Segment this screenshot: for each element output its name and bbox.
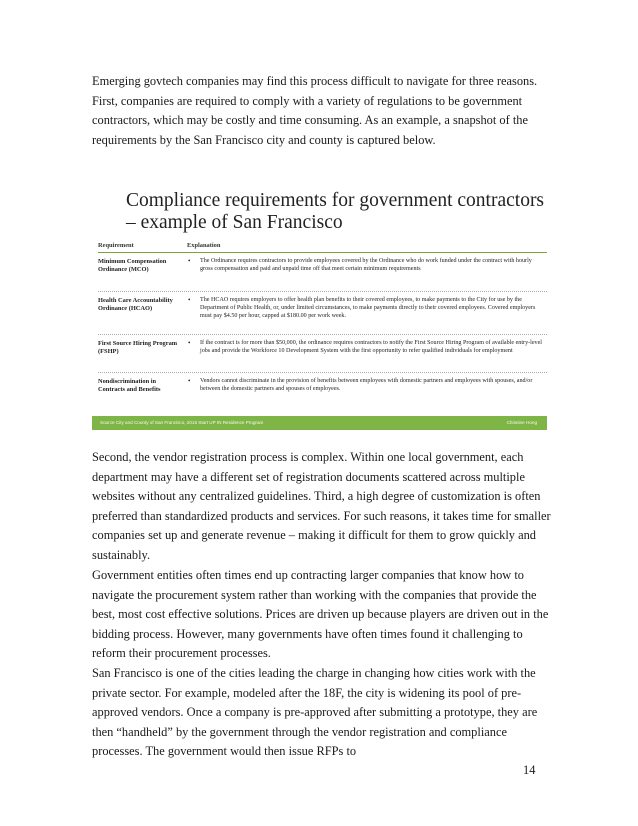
requirement-name: Minimum Compensation Ordinance (MCO) bbox=[98, 258, 167, 273]
bullet-icon: • bbox=[188, 257, 191, 265]
requirement-name: Health Care Accountability Ordinance (HCAO) bbox=[98, 297, 173, 312]
requirement-explanation: The Ordinance requires contractors to provide employees covered by the Ordinance who do work funded under the contract with hourly gross compensation and paid and unpaid time off that meet certain minimum requirements bbox=[200, 258, 532, 272]
column-header-explanation: Explanation bbox=[187, 242, 221, 249]
requirement-explanation: Vendors cannot discriminate in the provision of benefits between employees with domestic partners and employees with spouses, and/or between the domestic partners and spouses of employees. bbox=[200, 378, 533, 392]
bullet-icon: • bbox=[188, 296, 191, 304]
slide-title: Compliance requirements for government contractors – example of San Francisco bbox=[126, 190, 545, 233]
row-divider bbox=[98, 372, 547, 373]
requirement-name: Nondiscrimination in Contracts and Benefits bbox=[98, 378, 161, 393]
paragraph-san-francisco: San Francisco is one of the cities leading the charge in changing how cities work with the private sector. For example, modeled after the 18F, the city is widening its pool of pre-approved vendors. Once a company is pre-approved after submitting a prototype, they are then “handheld” by the government through the vendor registration and compliance processes. The government would then issue RFPs to bbox=[92, 666, 538, 758]
intro-paragraph: Emerging govtech companies may find this process difficult to navigate for three reasons. First, companies are required to comply with a variety of regulations to be government contractors, which may be costly and time consuming. As an example, a snapshot of the requirements by the San Francisco city and county is captured below. bbox=[92, 74, 538, 147]
row-divider bbox=[98, 291, 547, 292]
requirement-name: First Source Hiring Program (FSHP) bbox=[98, 340, 178, 355]
footer-author: Christine Hong bbox=[506, 420, 537, 425]
header-divider bbox=[98, 252, 547, 253]
page-number: 14 bbox=[523, 763, 536, 777]
bullet-icon: • bbox=[188, 377, 191, 385]
bullet-icon: • bbox=[188, 339, 191, 347]
paragraph-procurement: Government entities often times end up contracting larger companies that know how to navigate the procurement system rather than working with the companies that provide the best, most cost effective solutions. Prices are driven up because players are driven out in the bidding process. However, many governments have often times found it challenging to reform their procurement processes. bbox=[92, 568, 549, 660]
requirement-explanation: The HCAO requires employers to offer health plan benefits to their covered employees, to make payments to the City for use by the Department of Public Health, or, under limited circumstances, to make payments directly to their covered employees. Covered employers must pay $4.50 per hour, capped at $180.00 per work week. bbox=[200, 297, 536, 319]
column-header-requirement: Requirement bbox=[98, 242, 134, 249]
requirement-explanation: If the contract is for more than $50,000, the ordinance requires contractors to notify the First Source Hiring Program of available entry-level jobs and provide the Workforce 10 Development System with the first opportunity to refer qualified individuals for employment bbox=[200, 340, 542, 354]
row-divider bbox=[98, 334, 547, 335]
slide-footer bbox=[92, 416, 547, 430]
compliance-slide bbox=[92, 184, 547, 432]
footer-source: Source City and County of San Francisco, 2016 Start UP IN Residence Program bbox=[100, 420, 264, 425]
paragraph-registration: Second, the vendor registration process is complex. Within one local government, each department may have a different set of registration documents scattered across multiple websites without any centralized guidelines. Third, a high degree of customization is often preferred than standardized products and services. For such reasons, it takes time for smaller companies set up and generate revenue – making it difficult for them to grow quickly and sustainably. bbox=[92, 450, 551, 562]
